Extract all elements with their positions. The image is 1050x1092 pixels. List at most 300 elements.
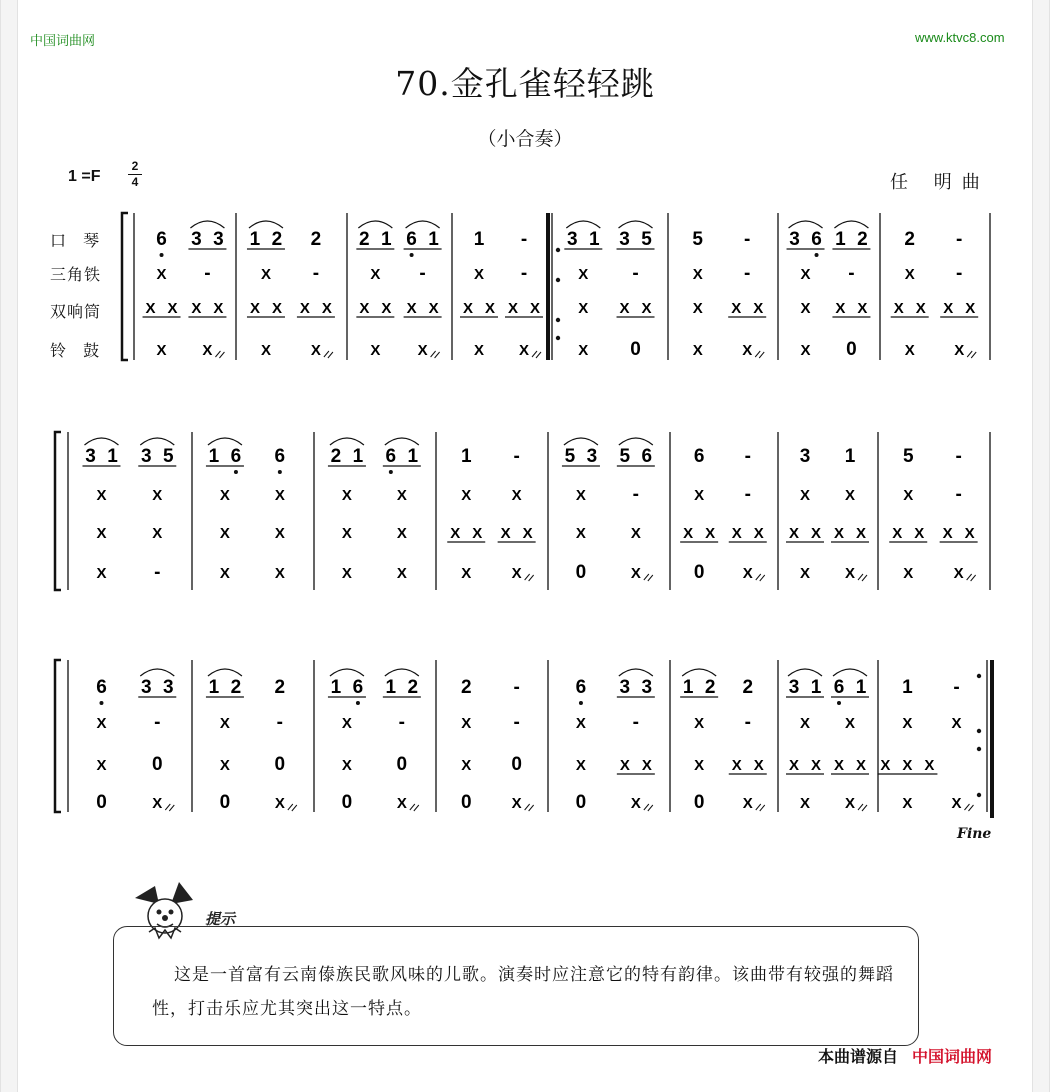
tambourine-note-0-2-a-0: X bbox=[370, 342, 381, 359]
slur-arc bbox=[140, 438, 174, 445]
octave-dot bbox=[815, 253, 819, 257]
harmonica-note-0-6-b-0: 1 bbox=[835, 229, 846, 250]
tambourine-note-2-7-a-0: X bbox=[902, 795, 913, 812]
repeat-dot bbox=[556, 278, 560, 282]
woodblock-note-1-0-a-0: X bbox=[96, 525, 107, 542]
octave-dot bbox=[99, 701, 103, 705]
woodblock-note-2-3-a-0: X bbox=[461, 757, 472, 774]
woodblock-note-1-7-a-0: X bbox=[892, 525, 903, 542]
woodblock-note-1-1-b-0: X bbox=[274, 525, 285, 542]
triangle-note-0-7-a-0: X bbox=[904, 266, 915, 283]
harmonica-note-1-4-b-0: 5 bbox=[619, 446, 631, 467]
triangle-note-2-7-b-0: X bbox=[951, 715, 962, 732]
harmonica-note-2-0-a-0: 6 bbox=[96, 677, 107, 698]
woodblock-note-2-3-b-0: 0 bbox=[511, 754, 522, 775]
harmonica-note-0-0-b-0: 3 bbox=[191, 229, 202, 250]
woodblock-note-0-2-a-0: X bbox=[359, 300, 370, 317]
repeat-dot bbox=[977, 747, 981, 751]
triangle-note-1-1-a-0: X bbox=[219, 487, 230, 504]
woodblock-note-2-5-b-1: X bbox=[753, 757, 764, 774]
tambourine-note-0-2-b-0: X bbox=[417, 342, 428, 359]
slur-arc bbox=[84, 438, 118, 445]
harmonica-note-1-7-b-0: - bbox=[955, 446, 962, 467]
tambourine-note-1-7-b-0: X bbox=[953, 565, 964, 582]
slur-arc bbox=[385, 669, 419, 676]
triangle-note-2-0-a-0: X bbox=[96, 715, 107, 732]
woodblock-note-0-1-b-1: X bbox=[321, 300, 332, 317]
instrument-label-woodblock: 双响筒 bbox=[50, 302, 102, 321]
woodblock-note-1-3-a-1: X bbox=[472, 525, 483, 542]
woodblock-note-1-7-a-1: X bbox=[914, 525, 925, 542]
harmonica-note-1-0-b-0: 3 bbox=[140, 446, 152, 467]
harmonica-note-2-3-b-0: - bbox=[513, 677, 520, 698]
woodblock-note-0-2-b-0: X bbox=[406, 300, 417, 317]
harmonica-note-1-5-a-0: 6 bbox=[693, 446, 705, 467]
tambourine-note-1-1-b-0: X bbox=[274, 565, 285, 582]
harmonica-note-0-3-b-0: - bbox=[520, 229, 528, 250]
tambourine-note-2-3-a-0: 0 bbox=[460, 792, 472, 813]
harmonica-note-0-2-b-0: 6 bbox=[406, 229, 417, 250]
tambourine-note-0-5-a-0: X bbox=[692, 342, 703, 359]
triangle-note-2-1-b-0: - bbox=[276, 712, 284, 733]
woodblock-note-2-2-a-0: X bbox=[341, 757, 352, 774]
harmonica-note-2-0-b-0: 3 bbox=[140, 677, 152, 698]
woodblock-note-1-5-a-1: X bbox=[705, 525, 716, 542]
triangle-note-1-3-b-0: X bbox=[511, 487, 522, 504]
tremolo-mark bbox=[756, 804, 761, 810]
instrument-label-harmonica: 口 琴 bbox=[50, 231, 106, 250]
woodblock-note-2-0-a-0: X bbox=[96, 757, 107, 774]
repeat-dot bbox=[977, 674, 981, 678]
woodblock-note-0-5-b-0: X bbox=[731, 300, 742, 317]
tambourine-note-2-1-a-0: 0 bbox=[219, 792, 231, 813]
triangle-note-0-5-a-0: X bbox=[692, 266, 703, 283]
slur-arc bbox=[249, 221, 283, 228]
triangle-note-2-1-a-0: X bbox=[219, 715, 230, 732]
harmonica-note-2-6-b-1: 1 bbox=[855, 677, 867, 698]
harmonica-note-0-7-a-0: 2 bbox=[904, 229, 915, 250]
fine-mark: Fine bbox=[957, 826, 992, 842]
slur-arc bbox=[140, 669, 174, 676]
harmonica-note-0-5-a-0: 5 bbox=[692, 229, 703, 250]
tambourine-note-2-4-b-0: X bbox=[630, 795, 641, 812]
tambourine-note-0-6-b-0: 0 bbox=[846, 339, 857, 360]
woodblock-note-0-3-a-0: X bbox=[462, 300, 474, 317]
woodblock-note-0-4-b-0: X bbox=[619, 300, 630, 317]
harmonica-note-2-2-b-1: 2 bbox=[407, 677, 419, 698]
woodblock-note-0-4-a-0: X bbox=[578, 300, 589, 317]
woodblock-note-0-1-a-1: X bbox=[271, 300, 282, 317]
triangle-note-2-5-a-0: X bbox=[694, 715, 705, 732]
slur-arc bbox=[564, 438, 598, 445]
woodblock-note-1-5-b-0: X bbox=[731, 525, 742, 542]
tremolo-mark bbox=[529, 575, 534, 581]
slur-arc bbox=[208, 438, 242, 445]
triangle-note-2-7-a-0: X bbox=[902, 715, 913, 732]
woodblock-note-0-6-a-0: X bbox=[800, 300, 811, 317]
repeat-dot bbox=[556, 318, 560, 322]
harmonica-note-1-3-a-0: 1 bbox=[460, 446, 472, 467]
octave-dot bbox=[278, 470, 282, 474]
triangle-note-0-3-a-0: X bbox=[473, 266, 485, 283]
slur-arc bbox=[358, 221, 392, 228]
harmonica-note-2-5-b-0: 2 bbox=[742, 677, 754, 698]
footer-source bbox=[818, 1044, 992, 1067]
harmonica-note-2-5-a-0: 1 bbox=[682, 677, 694, 698]
tremolo-mark bbox=[431, 351, 436, 357]
tremolo-mark bbox=[858, 804, 863, 810]
woodblock-note-0-2-b-1: X bbox=[428, 300, 439, 317]
tambourine-note-1-5-a-0: 0 bbox=[693, 562, 705, 583]
octave-dot bbox=[389, 470, 393, 474]
harmonica-note-2-6-b-0: 6 bbox=[833, 677, 845, 698]
tremolo-mark bbox=[324, 351, 329, 357]
tambourine-note-2-6-b-0: X bbox=[844, 795, 856, 812]
triangle-note-2-2-b-0: - bbox=[398, 712, 406, 733]
triangle-note-0-6-b-0: - bbox=[848, 263, 855, 284]
triangle-note-1-4-b-0: - bbox=[632, 484, 640, 505]
woodblock-note-2-4-b-0: X bbox=[619, 757, 630, 774]
tremolo-mark bbox=[414, 805, 419, 811]
tambourine-note-2-1-b-0: X bbox=[274, 795, 285, 812]
footer-prefix: 本曲谱源自 bbox=[818, 1047, 899, 1066]
tambourine-note-2-2-a-0: 0 bbox=[341, 792, 353, 813]
woodblock-note-0-1-b-0: X bbox=[299, 300, 310, 317]
triangle-note-2-6-b-0: X bbox=[844, 715, 856, 732]
woodblock-note-1-6-a-1: X bbox=[810, 525, 822, 542]
harmonica-note-2-7-b-0: - bbox=[953, 677, 960, 698]
woodblock-note-0-0-a-0: X bbox=[145, 300, 156, 317]
tambourine-note-2-7-b-0: X bbox=[951, 795, 962, 812]
slur-arc bbox=[789, 221, 823, 228]
woodblock-note-0-7-b-0: X bbox=[943, 300, 954, 317]
tremolo-mark bbox=[169, 805, 174, 811]
site-url: www.ktvc8.com bbox=[915, 30, 1005, 45]
triangle-note-1-3-a-0: X bbox=[461, 487, 472, 504]
harmonica-note-2-1-b-0: 2 bbox=[274, 677, 286, 698]
harmonica-note-1-2-b-0: 6 bbox=[385, 446, 397, 467]
triangle-note-0-4-b-0: - bbox=[632, 263, 639, 284]
triangle-note-2-4-a-0: X bbox=[575, 715, 586, 732]
woodblock-note-0-5-a-0: X bbox=[692, 300, 703, 317]
system-bracket bbox=[55, 660, 61, 812]
harmonica-note-1-1-b-0: 6 bbox=[274, 446, 286, 467]
tremolo-mark bbox=[165, 804, 170, 810]
tambourine-note-2-2-b-0: X bbox=[396, 795, 407, 812]
harmonica-note-2-1-a-0: 1 bbox=[208, 677, 220, 698]
triangle-note-2-4-b-0: - bbox=[632, 712, 640, 733]
tambourine-note-0-6-a-0: X bbox=[800, 342, 811, 359]
octave-dot bbox=[160, 253, 164, 257]
harmonica-note-0-6-b-1: 2 bbox=[857, 229, 868, 250]
slur-arc bbox=[833, 669, 867, 676]
tremolo-mark bbox=[755, 351, 760, 357]
tambourine-note-1-0-a-0: X bbox=[96, 565, 107, 582]
triangle-note-1-2-b-0: X bbox=[396, 487, 407, 504]
triangle-note-1-7-b-0: - bbox=[955, 484, 962, 505]
woodblock-note-2-6-b-0: X bbox=[833, 757, 845, 774]
song-title: 70.金孔雀轻轻跳 bbox=[395, 64, 655, 103]
triangle-note-0-2-b-0: - bbox=[419, 263, 426, 284]
harmonica-note-1-6-a-0: 3 bbox=[799, 446, 811, 467]
woodblock-note-2-5-b-0: X bbox=[731, 757, 742, 774]
tambourine-note-1-7-a-0: X bbox=[903, 565, 914, 582]
slur-arc bbox=[619, 669, 653, 676]
harmonica-note-0-1-a-0: 1 bbox=[249, 229, 261, 250]
woodblock-note-1-5-a-0: X bbox=[683, 525, 694, 542]
harmonica-note-2-0-b-1: 3 bbox=[162, 677, 174, 698]
tambourine-note-0-4-b-0: 0 bbox=[630, 339, 641, 360]
tambourine-note-2-6-a-0: X bbox=[799, 795, 811, 812]
woodblock-note-2-4-a-0: X bbox=[575, 757, 586, 774]
tremolo-mark bbox=[964, 804, 969, 810]
harmonica-note-0-4-a-1: 1 bbox=[589, 229, 600, 250]
triangle-note-0-4-a-0: X bbox=[578, 266, 589, 283]
harmonica-note-1-0-a-0: 3 bbox=[85, 446, 96, 467]
tremolo-mark bbox=[862, 805, 867, 811]
slur-arc bbox=[406, 221, 440, 228]
tambourine-note-0-0-b-0: X bbox=[202, 342, 213, 359]
triangle-note-1-1-b-0: X bbox=[274, 487, 285, 504]
triangle-note-1-6-b-0: X bbox=[844, 487, 856, 504]
woodblock-note-2-7-a-0: X bbox=[880, 757, 891, 774]
woodblock-note-2-2-b-0: 0 bbox=[396, 754, 408, 775]
tremolo-mark bbox=[644, 574, 649, 580]
harmonica-note-2-4-b-0: 3 bbox=[619, 677, 631, 698]
harmonica-note-2-6-a-1: 1 bbox=[810, 677, 822, 698]
woodblock-note-0-7-a-1: X bbox=[915, 300, 926, 317]
harmonica-note-1-2-a-1: 1 bbox=[352, 446, 364, 467]
harmonica-note-1-2-a-0: 2 bbox=[330, 446, 342, 467]
slur-arc bbox=[619, 221, 653, 228]
harmonica-note-1-5-b-0: - bbox=[744, 446, 751, 467]
triangle-note-0-2-a-0: X bbox=[370, 266, 381, 283]
tremolo-mark bbox=[644, 804, 649, 810]
harmonica-note-0-6-a-1: 6 bbox=[811, 229, 822, 250]
tambourine-note-0-7-a-0: X bbox=[904, 342, 915, 359]
footer-brand: 中国词曲网 bbox=[912, 1047, 993, 1066]
slur-arc bbox=[385, 438, 419, 445]
tambourine-note-1-4-a-0: 0 bbox=[575, 562, 587, 583]
woodblock-note-1-7-b-0: X bbox=[942, 525, 953, 542]
woodblock-note-2-6-a-0: X bbox=[788, 757, 800, 774]
woodblock-note-1-4-b-0: X bbox=[630, 525, 641, 542]
system-bracket bbox=[122, 213, 128, 360]
woodblock-note-2-4-b-1: X bbox=[641, 757, 652, 774]
tambourine-note-1-6-b-0: X bbox=[844, 565, 856, 582]
slur-arc bbox=[566, 221, 600, 228]
tremolo-mark bbox=[858, 574, 863, 580]
triangle-note-1-5-b-0: - bbox=[744, 484, 751, 505]
harmonica-note-1-1-a-0: 1 bbox=[208, 446, 220, 467]
repeat-dot bbox=[977, 729, 981, 733]
woodblock-note-2-7-a-2: X bbox=[924, 757, 935, 774]
harmonica-note-0-4-b-0: 3 bbox=[619, 229, 630, 250]
harmonica-note-1-2-b-1: 1 bbox=[407, 446, 419, 467]
woodblock-note-1-3-b-0: X bbox=[500, 525, 511, 542]
tremolo-mark bbox=[967, 574, 972, 580]
woodblock-note-1-6-a-0: X bbox=[788, 525, 800, 542]
tambourine-note-1-6-a-0: X bbox=[799, 565, 811, 582]
woodblock-note-1-6-b-1: X bbox=[855, 525, 867, 542]
harmonica-note-0-2-a-0: 2 bbox=[359, 229, 370, 250]
woodblock-note-1-2-b-0: X bbox=[396, 525, 407, 542]
woodblock-note-0-0-a-1: X bbox=[167, 300, 178, 317]
tremolo-mark bbox=[760, 575, 765, 581]
tremolo-mark bbox=[967, 351, 972, 357]
harmonica-note-2-2-a-1: 6 bbox=[352, 677, 364, 698]
triangle-note-0-7-b-0: - bbox=[956, 263, 963, 284]
woodblock-note-0-2-a-1: X bbox=[381, 300, 392, 317]
harmonica-note-0-3-a-0: 1 bbox=[473, 229, 485, 250]
tremolo-mark bbox=[215, 351, 220, 357]
harmonica-note-1-7-a-0: 5 bbox=[902, 446, 914, 467]
harmonica-note-2-3-a-0: 2 bbox=[460, 677, 472, 698]
triangle-note-0-6-a-0: X bbox=[800, 266, 811, 283]
triangle-note-2-6-a-0: X bbox=[799, 715, 811, 732]
tremolo-mark bbox=[435, 352, 440, 358]
triangle-note-1-7-a-0: X bbox=[903, 487, 914, 504]
time-sig-top: 2 bbox=[131, 159, 139, 173]
woodblock-note-0-6-b-0: X bbox=[835, 300, 846, 317]
harmonica-note-2-1-a-1: 2 bbox=[230, 677, 242, 698]
tambourine-note-2-0-a-0: 0 bbox=[96, 792, 107, 813]
harmonica-note-2-4-a-0: 6 bbox=[575, 677, 587, 698]
harmonica-note-0-1-b-0: 2 bbox=[310, 229, 322, 250]
harmonica-note-2-5-a-1: 2 bbox=[704, 677, 716, 698]
tremolo-mark bbox=[292, 805, 297, 811]
woodblock-note-1-5-b-1: X bbox=[753, 525, 764, 542]
slur-arc bbox=[834, 221, 868, 228]
harmonica-note-2-2-a-0: 1 bbox=[330, 677, 342, 698]
tremolo-mark bbox=[525, 574, 530, 580]
triangle-note-2-5-b-0: - bbox=[744, 712, 751, 733]
harmonica-note-0-7-b-0: - bbox=[956, 229, 963, 250]
woodblock-note-2-6-b-1: X bbox=[855, 757, 867, 774]
octave-dot bbox=[410, 253, 414, 257]
woodblock-note-2-7-a-1: X bbox=[902, 757, 913, 774]
tambourine-note-1-5-b-0: X bbox=[742, 565, 753, 582]
slur-arc bbox=[788, 669, 822, 676]
triangle-note-1-6-a-0: X bbox=[799, 487, 811, 504]
tambourine-note-1-0-b-0: - bbox=[154, 562, 161, 583]
tambourine-note-0-3-a-0: X bbox=[473, 342, 485, 359]
woodblock-note-0-1-a-0: X bbox=[249, 300, 260, 317]
tremolo-mark bbox=[525, 804, 530, 810]
repeat-dot bbox=[556, 248, 560, 252]
tambourine-note-0-4-a-0: X bbox=[578, 342, 589, 359]
triangle-note-1-0-a-0: X bbox=[96, 487, 107, 504]
tambourine-note-1-3-b-0: X bbox=[511, 565, 522, 582]
slur-arc bbox=[682, 669, 716, 676]
tremolo-mark bbox=[756, 574, 761, 580]
tambourine-note-0-3-b-0: X bbox=[518, 342, 530, 359]
harmonica-note-1-0-a-1: 1 bbox=[107, 446, 118, 467]
harmonica-note-0-0-a-0: 6 bbox=[156, 229, 167, 250]
tip-label: 提示 bbox=[205, 910, 236, 928]
triangle-note-1-0-b-0: X bbox=[152, 487, 163, 504]
triangle-note-0-0-a-0: X bbox=[156, 266, 167, 283]
woodblock-note-2-5-a-0: X bbox=[694, 757, 705, 774]
woodblock-note-0-6-b-1: X bbox=[857, 300, 868, 317]
slur-arc bbox=[208, 669, 242, 676]
triangle-note-2-3-b-0: - bbox=[513, 712, 520, 733]
harmonica-note-0-0-b-1: 3 bbox=[213, 229, 224, 250]
tremolo-mark bbox=[971, 575, 976, 581]
woodblock-note-1-2-a-0: X bbox=[341, 525, 352, 542]
system-bracket bbox=[55, 432, 61, 590]
woodblock-note-1-4-a-0: X bbox=[575, 525, 586, 542]
harmonica-note-0-2-b-1: 1 bbox=[428, 229, 439, 250]
octave-dot bbox=[579, 701, 583, 705]
tambourine-note-1-4-b-0: X bbox=[630, 565, 641, 582]
composer: 任 明曲 bbox=[890, 172, 990, 193]
triangle-note-1-4-a-0: X bbox=[575, 487, 586, 504]
tambourine-note-0-0-a-0: X bbox=[156, 342, 167, 359]
tremolo-mark bbox=[532, 351, 537, 357]
triangle-note-0-3-b-0: - bbox=[520, 263, 528, 284]
tremolo-mark bbox=[648, 805, 653, 811]
triangle-note-0-1-b-0: - bbox=[312, 263, 320, 284]
woodblock-note-2-6-a-1: X bbox=[810, 757, 822, 774]
harmonica-note-1-3-b-0: - bbox=[513, 446, 520, 467]
instrument-label-tambourine: 铃 鼓 bbox=[50, 341, 106, 360]
site-name: 中国词曲网 bbox=[30, 33, 96, 48]
tremolo-mark bbox=[648, 575, 653, 581]
octave-dot bbox=[837, 701, 841, 705]
triangle-note-0-0-b-0: - bbox=[204, 263, 211, 284]
tambourine-note-2-5-a-0: 0 bbox=[693, 792, 705, 813]
tambourine-note-1-1-a-0: X bbox=[219, 565, 230, 582]
harmonica-note-2-2-b-0: 1 bbox=[385, 677, 397, 698]
harmonica-note-0-6-a-0: 3 bbox=[789, 229, 800, 250]
tambourine-note-1-3-a-0: X bbox=[461, 565, 472, 582]
tambourine-note-2-0-b-0: X bbox=[152, 795, 163, 812]
tambourine-note-2-3-b-0: X bbox=[511, 795, 522, 812]
woodblock-note-0-0-b-1: X bbox=[213, 300, 224, 317]
tambourine-note-2-4-a-0: 0 bbox=[575, 792, 587, 813]
triangle-note-1-2-a-0: X bbox=[341, 487, 352, 504]
tremolo-mark bbox=[529, 805, 534, 811]
key-signature: 1 =F bbox=[68, 168, 101, 185]
harmonica-note-2-7-a-0: 1 bbox=[902, 677, 913, 698]
tremolo-mark bbox=[410, 804, 415, 810]
tambourine-note-0-1-a-0: X bbox=[260, 342, 271, 359]
woodblock-note-0-3-a-1: X bbox=[484, 300, 496, 317]
tremolo-mark bbox=[760, 805, 765, 811]
slur-arc bbox=[330, 438, 364, 445]
woodblock-note-2-1-a-0: X bbox=[219, 757, 230, 774]
tremolo-mark bbox=[536, 352, 541, 358]
tremolo-mark bbox=[219, 352, 224, 358]
harmonica-note-0-4-b-1: 5 bbox=[641, 229, 652, 250]
woodblock-note-0-5-b-1: X bbox=[753, 300, 764, 317]
woodblock-note-1-1-a-0: X bbox=[219, 525, 230, 542]
harmonica-note-2-6-a-0: 3 bbox=[788, 677, 800, 698]
slur-arc bbox=[190, 221, 224, 228]
tremolo-mark bbox=[288, 804, 293, 810]
harmonica-note-2-4-b-1: 3 bbox=[641, 677, 653, 698]
woodblock-note-0-7-a-0: X bbox=[893, 300, 904, 317]
tremolo-mark bbox=[971, 352, 976, 358]
triangle-note-0-5-b-0: - bbox=[744, 263, 751, 284]
triangle-note-2-2-a-0: X bbox=[341, 715, 352, 732]
slur-arc bbox=[330, 669, 364, 676]
tremolo-mark bbox=[862, 575, 867, 581]
tremolo-mark bbox=[968, 805, 973, 811]
tambourine-note-1-2-a-0: X bbox=[341, 565, 352, 582]
tambourine-note-0-7-b-0: X bbox=[954, 342, 965, 359]
